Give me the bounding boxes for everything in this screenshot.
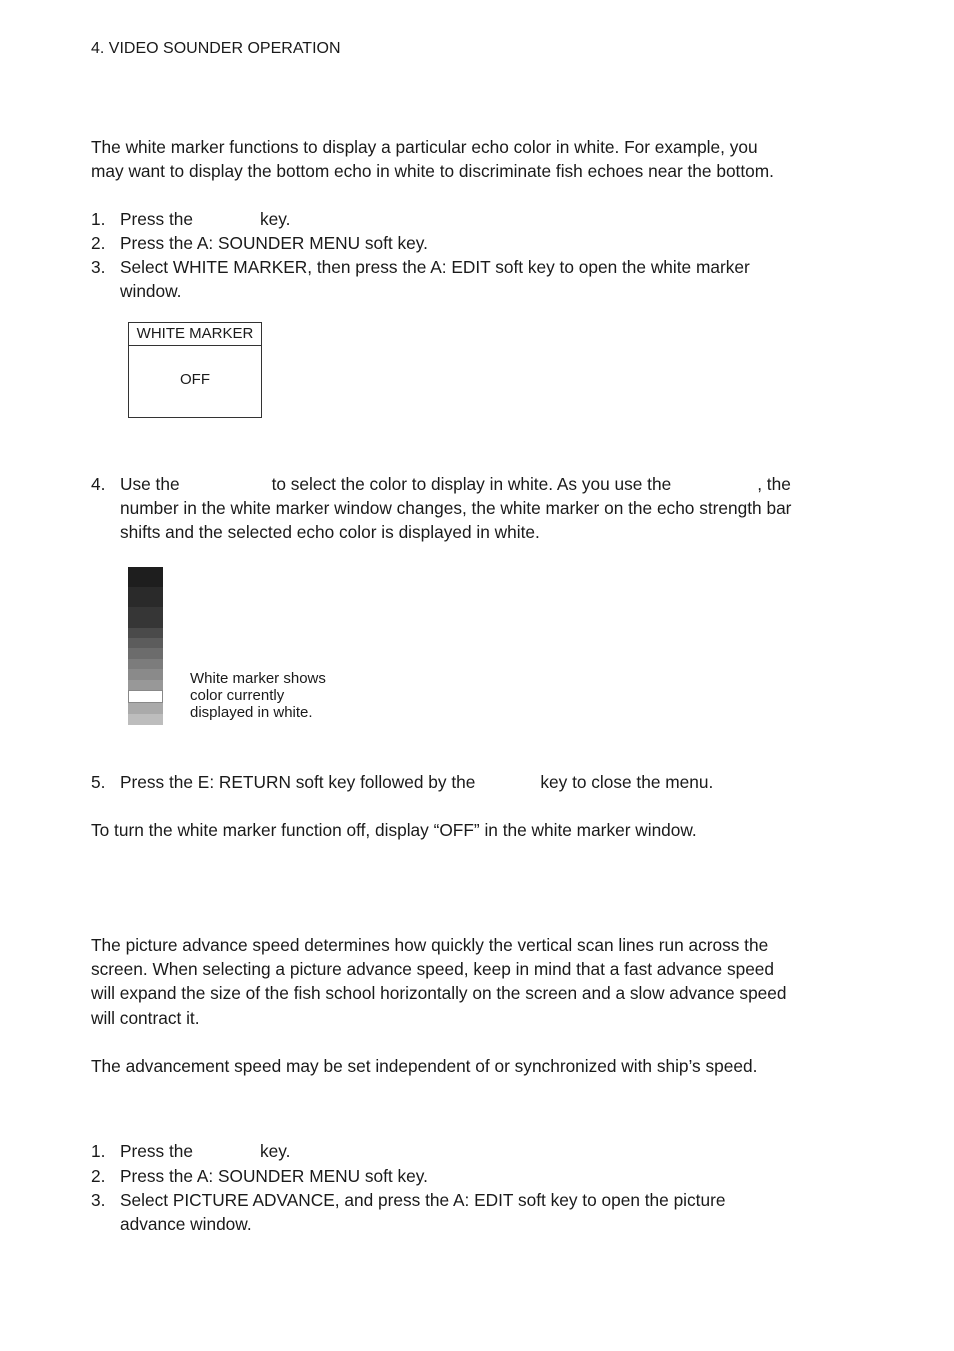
step-number: 2. <box>91 1166 106 1186</box>
intro-line: The picture advance speed determines how quickly the vertical scan lines run across the <box>91 935 769 955</box>
intro-line: will contract it. <box>91 1007 200 1028</box>
white-marker-window <box>128 322 262 418</box>
step-4 <box>91 472 851 545</box>
step-text: Press the <box>120 209 193 229</box>
step-text: , the <box>757 474 791 494</box>
picture-advance-intro <box>91 933 851 1030</box>
step-text: Select WHITE MARKER, then press the A: EDIT soft key to open the white marker <box>120 257 750 277</box>
step-number: 1. <box>91 1141 106 1161</box>
pa-step-1 <box>91 1139 851 1163</box>
step-text: Press the E: RETURN soft key followed by the <box>120 772 476 792</box>
step-2 <box>91 231 851 255</box>
step-number: 5. <box>91 772 106 792</box>
window-value: OFF <box>180 371 210 388</box>
step-number: 3. <box>91 1190 106 1210</box>
step-number: 3. <box>91 257 106 277</box>
echo-strength-bar <box>128 567 163 725</box>
intro-line: will expand the size of the fish school horizontally on the screen and a slow advance speed <box>91 983 787 1004</box>
pa-step-3 <box>91 1188 851 1236</box>
intro-line: screen. When selecting a picture advance speed, keep in mind that a fast advance speed <box>91 959 775 980</box>
intro-line: may want to display the bottom echo in white to discriminate fish echoes near the bottom. <box>91 161 774 182</box>
step-5 <box>91 770 851 794</box>
echo-color-segment <box>128 680 163 690</box>
window-title: WHITE MARKER <box>129 323 261 346</box>
echo-color-segment <box>128 669 163 680</box>
echo-color-segment <box>128 714 163 725</box>
echo-color-segment <box>128 567 163 587</box>
caption-line: White marker shows <box>190 670 326 687</box>
page-section-header: 4. VIDEO SOUNDER OPERATION <box>91 40 341 57</box>
step-number: 4. <box>91 474 106 494</box>
sync-note: The advancement speed may be set independent of or synchronized with ship’s speed. <box>91 1056 758 1076</box>
caption-line: displayed in white. <box>190 704 313 721</box>
step-text: Press the A: SOUNDER MENU soft key. <box>120 233 428 253</box>
step-text: advance window. <box>120 1214 252 1235</box>
step-1 <box>91 207 851 231</box>
step-text: window. <box>120 281 182 302</box>
echo-color-segment <box>128 703 163 714</box>
step-text: key. <box>260 209 291 229</box>
step-text: number in the white marker window changes, the white marker on the echo strength bar <box>120 498 792 519</box>
echo-color-segment <box>128 607 163 628</box>
step-text: key. <box>260 1141 291 1161</box>
step-number: 2. <box>91 233 106 253</box>
step-text: Press the A: SOUNDER MENU soft key. <box>120 1166 428 1186</box>
step-number: 1. <box>91 209 106 229</box>
intro-line: The white marker functions to display a particular echo color in white. For example, you <box>91 137 758 157</box>
echo-color-segment <box>128 638 163 648</box>
white-marker-caption <box>190 670 326 721</box>
white-marker-intro <box>91 135 851 183</box>
step-text: key to close the menu. <box>540 772 714 792</box>
step-text: Select PICTURE ADVANCE, and press the A: EDIT soft key to open the picture <box>120 1190 726 1210</box>
echo-color-segment <box>128 628 163 638</box>
pa-step-2 <box>91 1164 851 1188</box>
echo-color-segment <box>128 659 163 669</box>
step-text: shifts and the selected echo color is displayed in white. <box>120 522 540 543</box>
echo-color-segment <box>128 648 163 659</box>
echo-color-segment <box>128 587 163 607</box>
step-text: to select the color to display in white. As you use the <box>271 474 672 494</box>
step-text: Use the <box>120 474 180 494</box>
turn-off-note: To turn the white marker function off, display “OFF” in the white marker window. <box>91 820 697 840</box>
white-marker-segment <box>128 690 163 703</box>
step-3 <box>91 255 851 303</box>
caption-line: color currently <box>190 687 285 704</box>
step-text: Press the <box>120 1141 193 1161</box>
